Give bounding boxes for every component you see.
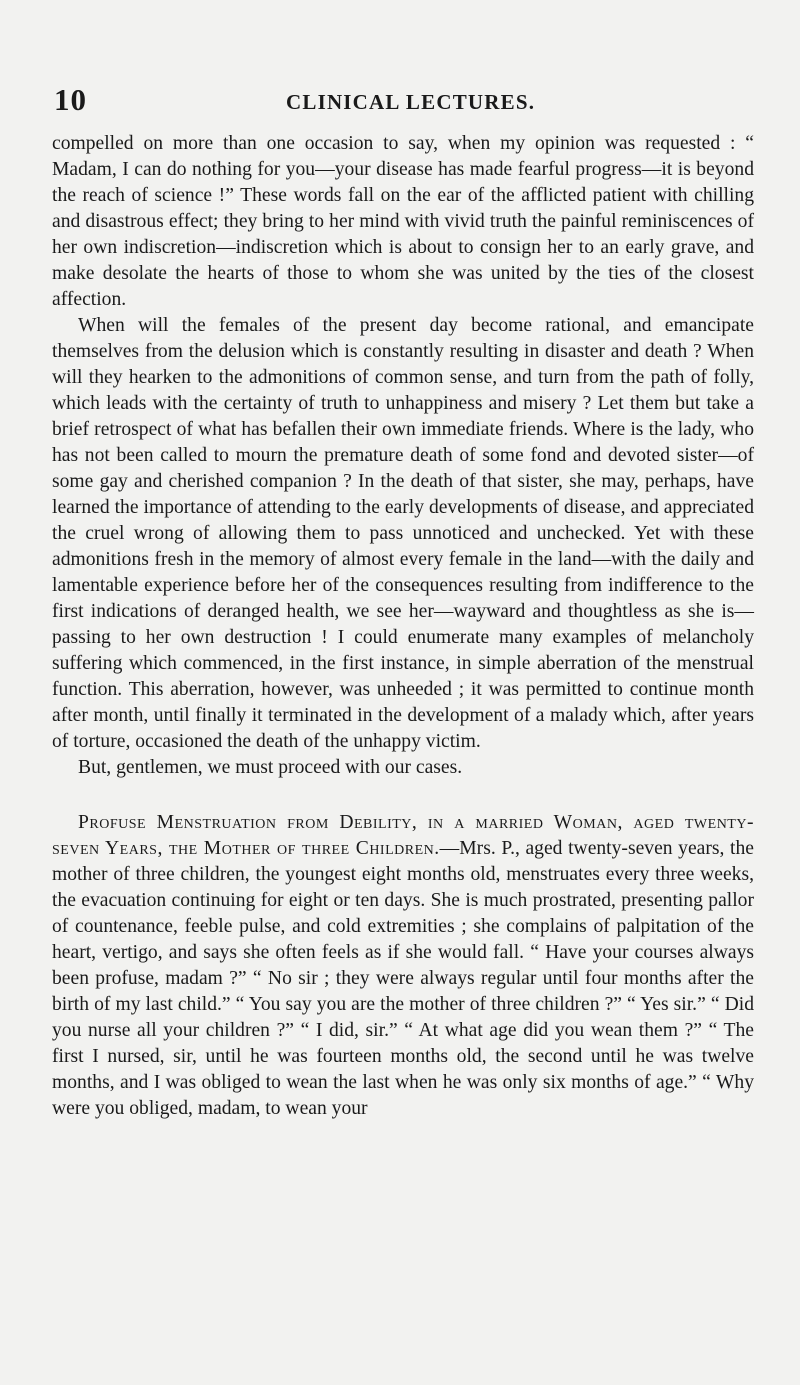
case-paragraph <box>52 810 754 1122</box>
section-gap <box>52 781 754 810</box>
paragraph-continuation: compelled on more than one occasion to say, when my opinion was requested : “ Madam, I can do nothing for you—your disease has made fearful progress—it is beyond the reach of science !” These words fall on the ear of the afflicted patient with chilling and disastrous effect; they bring to her mind with vivid truth the painful reminiscences of her own indiscretion—indiscretion which is about to consign her to an early grave, and make desolate the hearts of those to whom she was united by the ties of the closest affection. <box>52 133 754 310</box>
paragraph-proceed: But, gentlemen, we must proceed with our cases. <box>78 757 463 778</box>
running-head <box>52 84 754 120</box>
running-title: CLINICAL LECTURES. <box>286 90 536 114</box>
paragraph-females: When will the females of the present day become rational, and emancipate themselves from the delusion which is constantly resulting in disaster and death ? When will they hearken to the admonitions of common sense, and turn from the path of folly, which leads with the certainty of truth to unhappiness and misery ? Let them but take a brief retrospect of what has befallen their own immediate friends. Where is the lady, who has not been called to mourn the premature death of some fond and devoted sister—of some gay and cherished companion ? In the death of that sister, she may, perhaps, have learned the importance of attending to the early developments of disease, and appreciated the cruel wrong of allowing them to pass unnoticed and unchecked. Yet with these admonitions fresh in the memory of almost every female in the land—with the daily and lamentable experience before her of the consequences resulting from indifference to the first indications of deranged health, we see her—wayward and thoughtless as she is—passing to her own destruction ! I could enumerate many examples of melancholy suffering which commenced, in the first instance, in simple aberration of the menstrual function. This aberration, however, was unheeded ; it was permitted to continue month after month, until finally it terminated in the development of a malady which, after years of torture, occasioned the death of the unhappy victim. <box>52 315 754 752</box>
page-number: 10 <box>54 82 87 117</box>
case-text: —Mrs. P., aged twenty-seven years, the mother of three children, the youngest eight months old, menstruates every three weeks, the evacuation continuing for eight or ten days. She is much prostrated, presenting pallor of countenance, feeble pulse, and cold extremities ; she complains of palpitation of the heart, vertigo, and says she often feels as if she would fall. “ Have your courses always been profuse, madam ?” “ No sir ; they were always regular until four months after the birth of my last child.” “ You say you are the mother of three children ?” “ Yes sir.” “ Did you nurse all your children ?” “ I did, sir.” “ At what age did you wean them ?” “ The first I nursed, sir, until he was fourteen months old, the second until he was twelve months, and I was obliged to wean the last when he was only six months of age.” “ Why were you obliged, madam, to wean your <box>52 838 754 1119</box>
body-text <box>52 131 754 1122</box>
case-heading: Profuse Menstruation from Debility, in a married Woman, aged twenty-seven Years, the Mother of three Children. <box>52 812 754 859</box>
